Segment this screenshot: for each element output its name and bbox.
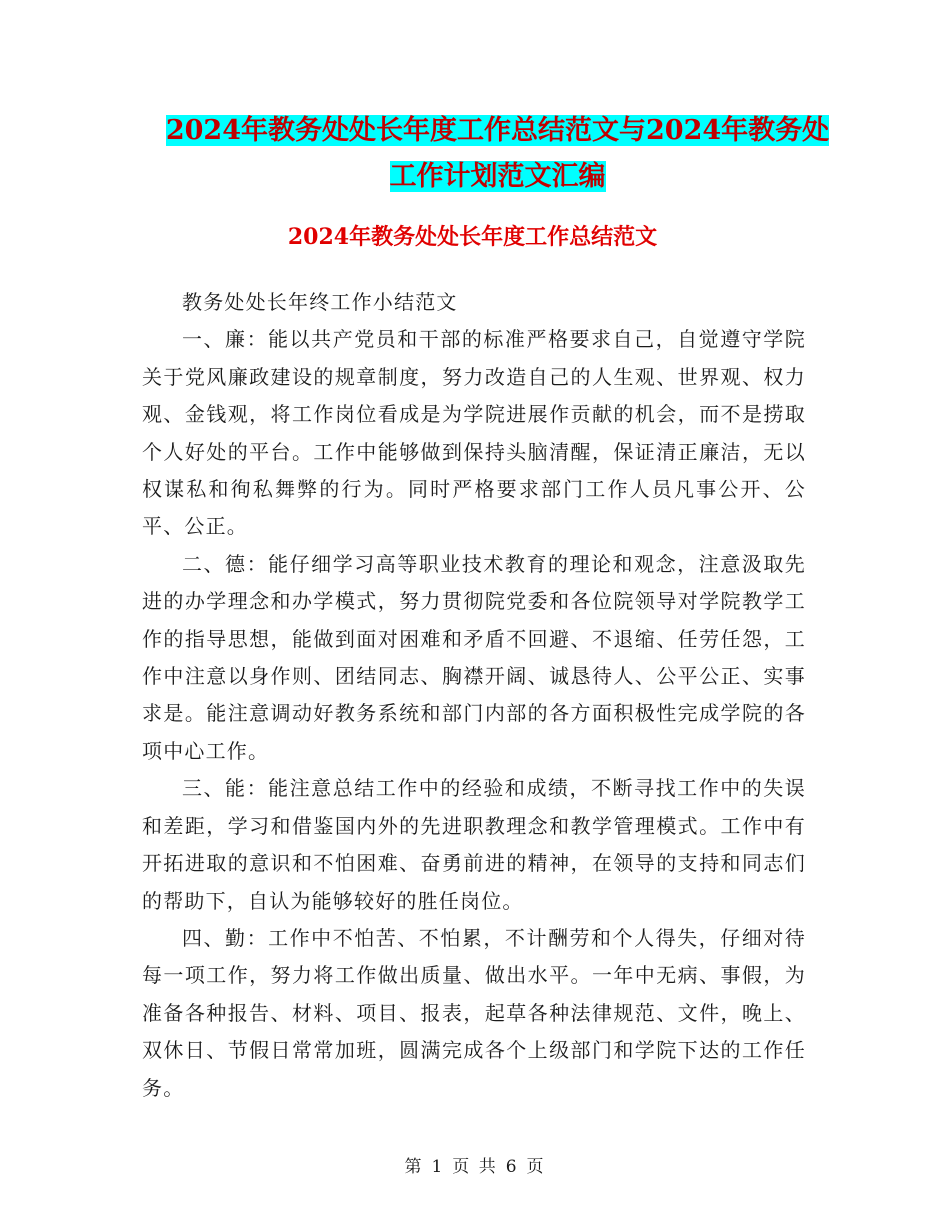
paragraph-qin: 四、勤：工作中不怕苦、不怕累，不计酬劳和个人得失，仔细对待每一项工作，努力将工作做出质量、做出水平。一年中无病、事假，为准备各种报告、材料、项目、报表，起草各种法律规范、文件，晚上、双休日、节假日常常加班，圆满完成各个上级部门和学院下达的工作任务。 <box>142 925 806 1100</box>
total-pages: 6 <box>505 1157 519 1177</box>
page-footer <box>0 1152 950 1177</box>
footer-suffix: 页 <box>526 1157 546 1177</box>
page-number: 1 <box>431 1157 445 1177</box>
main-title-line-1: 2024年教务处处长年度工作总结范文与2024年教务处 <box>165 115 830 146</box>
paragraph-de: 二、德：能仔细学习高等职业技术教育的理论和观念，注意汲取先进的办学理念和办学模式，努力贯彻院党委和各位院领导对学院教学工作的指导思想，能做到面对困难和矛盾不回避、不退缩、任劳任怨，工作中注意以身作则、团结同志、胸襟开阔、诚恳待人、公平公正、实事求是。能注意调动好教务系统和部门内部的各方面积极性完成学院的各项中心工作。 <box>142 551 806 763</box>
paragraph-subtitle: 教务处处长年终工作小结范文 <box>182 290 458 314</box>
main-title-line-2: 工作计划范文汇编 <box>389 161 606 192</box>
body-text <box>142 284 806 1107</box>
main-title <box>140 108 855 200</box>
footer-prefix: 第 <box>404 1157 424 1177</box>
footer-middle: 页 共 <box>452 1157 498 1177</box>
paragraph-lian: 一、廉：能以共产党员和干部的标准严格要求自己，自觉遵守学院关于党风廉政建设的规章制度，努力改造自己的人生观、世界观、权力观、金钱观，将工作岗位看成是为学院进展作贡献的机会，而不是捞取个人好处的平台。工作中能够做到保持头脑清醒，保证清正廉洁，无以权谋私和徇私舞弊的行为。同时严格要求部门工作人员凡事公开、公平、公正。 <box>142 327 806 539</box>
paragraph-neng: 三、能：能注意总结工作中的经验和成绩，不断寻找工作中的失误和差距，学习和借鉴国内外的先进职教理念和教学管理模式。工作中有开拓进取的意识和不怕困难、奋勇前进的精神，在领导的支持和同志们的帮助下，自认为能够较好的胜任岗位。 <box>142 776 806 913</box>
section-title: 2024年教务处处长年度工作总结范文 <box>287 224 658 250</box>
